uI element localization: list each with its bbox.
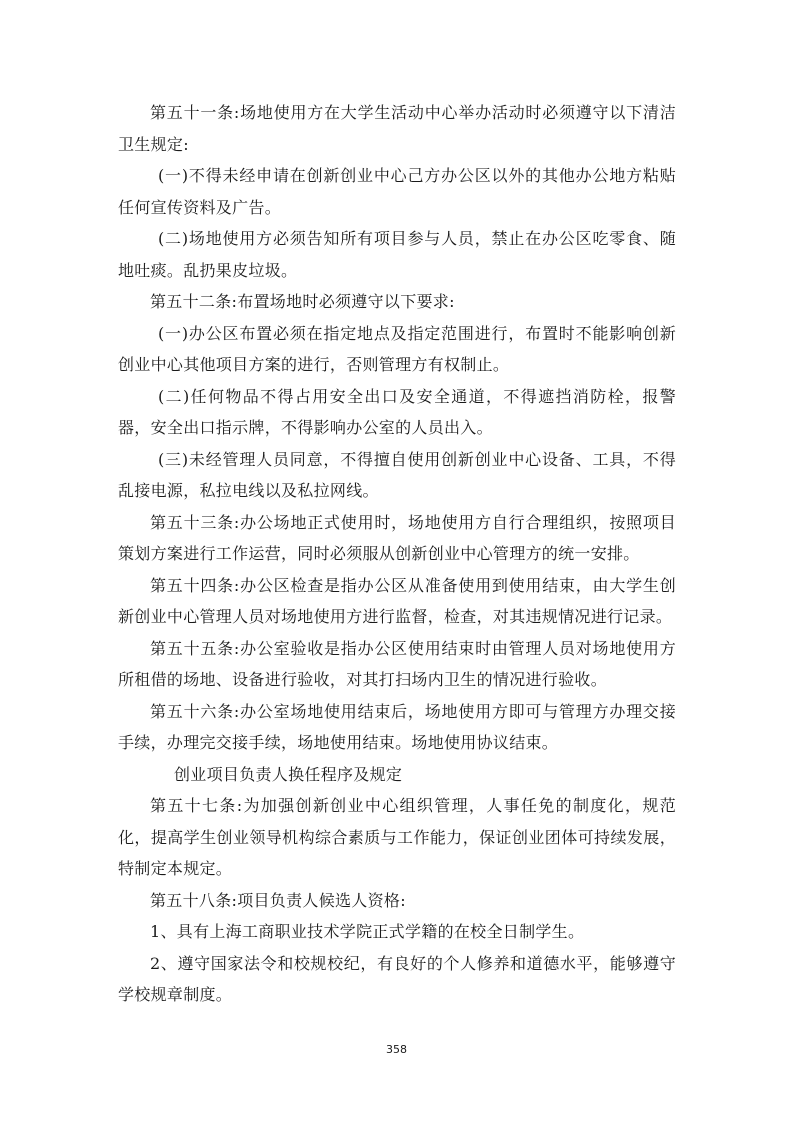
article-52-item-3: (三)未经管理人员同意，不得擅自使用创新创业中心设备、工具，不得乱接电源，私拉电线以及私拉网线。 (118, 449, 676, 500)
article-51-item-2: (二)场地使用方必须告知所有项目参与人员，禁止在办公区吃零食、随地吐痰。乱扔果皮垃圾。 (118, 229, 676, 280)
article-54: 第五十四条:办公区检查是指办公区从准备使用到使用结束，由大学生创新创业中心管理人员对场地使用方进行监督，检查，对其违规情况进行记录。 (118, 575, 676, 626)
article-52-item-2: (二)任何物品不得占用安全出口及安全通道，不得遮挡消防栓，报警器，安全出口指示牌，不得影响办公室的人员出入。 (118, 386, 676, 437)
article-52: 第五十二条:布置场地时必须遵守以下要求: (150, 292, 455, 311)
article-51-item-1: (一)不得未经申请在创新创业中心己方办公区以外的其他办公地方粘贴任何宣传资料及广告。 (118, 166, 676, 217)
article-58: 第五十八条:项目负责人候选人资格: (150, 890, 406, 910)
article-52-item-1: (一)办公区布置必须在指定地点及指定范围进行，布置时不能影响创新创业中心其他项目方案的进行，否则管理方有权制止。 (118, 323, 676, 374)
article-56: 第五十六条:办公室场地使用结束后，场地使用方即可与管理方办理交接手续，办理完交接手续，场地使用结束。场地使用协议结束。 (118, 701, 676, 752)
article-58-item-1: 1、具有上海工商职业技术学院正式学籍的在校全日制学生。 (150, 922, 585, 941)
document-body (118, 97, 676, 1011)
article-53: 第五十三条:办公场地正式使用时，场地使用方自行合理组织，按照项目策划方案进行工作运营，同时必须服从创新创业中心管理方的统一安排。 (118, 512, 676, 563)
article-58-item-2: 2、遵守国家法令和校规校纪，有良好的个人修养和道德水平，能够遵守学校规章制度。 (118, 953, 676, 1004)
article-57: 第五十七条:为加强创新创业中心组织管理，人事任免的制度化，规范化，提高学生创业领导机构综合素质与工作能力，保证创业团体可持续发展，特制定本规定。 (118, 796, 676, 878)
section-subtitle: 创业项目负责人换任程序及规定 (174, 764, 403, 784)
article-55: 第五十五条:办公室验收是指办公区使用结束时由管理人员对场地使用方所租借的场地、设备进行验收，对其打扫场内卫生的情况进行验收。 (118, 638, 676, 689)
page-number: 358 (386, 1043, 407, 1056)
article-51: 第五十一条:场地使用方在大学生活动中心举办活动时必须遵守以下清洁卫生规定: (118, 103, 676, 154)
